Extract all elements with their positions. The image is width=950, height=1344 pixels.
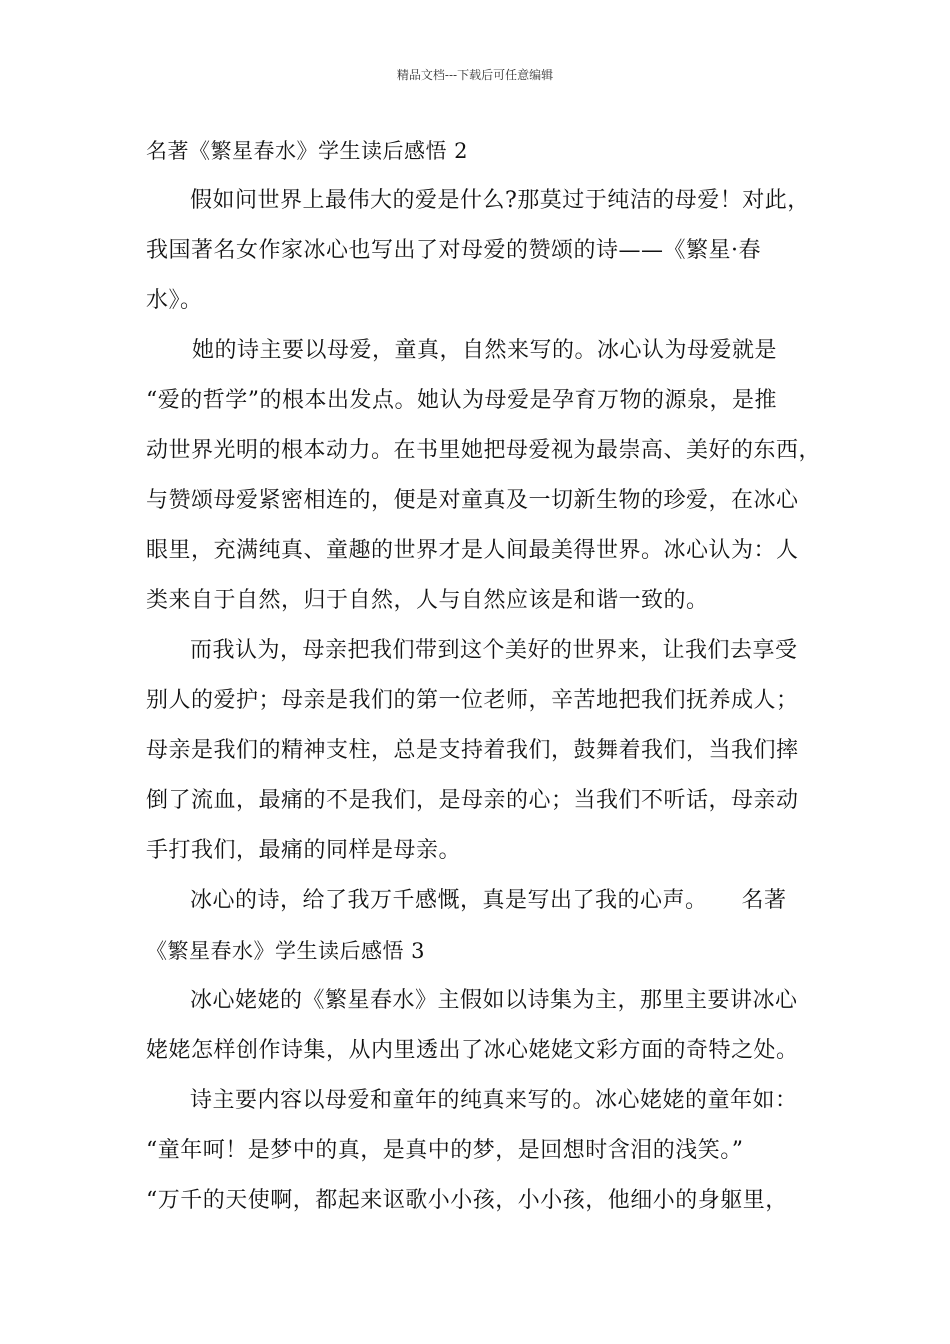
text-line: 动世界光明的根本动力。在书里她把母爱视为最崇高、美好的东西， — [146, 438, 822, 463]
text-line: 姥姥怎样创作诗集，从内里透出了冰心姥姥文彩方面的奇特之处。 — [146, 1038, 799, 1063]
text-line: 类来自于自然，归于自然，人与自然应该是和谐一致的。 — [146, 588, 709, 613]
text-line: 冰心姥姥的《繁星春水》主假如以诗集为主，那里主要讲冰心 — [190, 988, 798, 1013]
text-line: 我国著名女作家冰心也写出了对母爱的赞颂的诗——《繁星·春 — [146, 238, 761, 263]
text-line: 母亲是我们的精神支柱，总是支持着我们，鼓舞着我们，当我们摔 — [146, 738, 799, 763]
text-line: “爱的哲学”的根本出发点。她认为母爱是孕育万物的源泉，是推 — [146, 388, 777, 413]
text-line: 别人的爱护；母亲是我们的第一位老师，辛苦地把我们抚养成人； — [146, 688, 799, 713]
text-line: “童年呵！是梦中的真，是真中的梦，是回想时含泪的浅笑。” — [146, 1138, 744, 1163]
text-line: 诗主要内容以母爱和童年的纯真来写的。冰心姥姥的童年如： — [190, 1088, 798, 1113]
section-title: 名著《繁星春水》学生读后感悟 2 — [146, 139, 469, 163]
text-line: 水》。 — [146, 288, 203, 313]
text-line: 假如问世界上最伟大的爱是什么?那莫过于纯洁的母爱！对此， — [190, 188, 810, 213]
text-line: 与赞颂母爱紧密相连的，便是对童真及一切新生物的珍爱，在冰心 — [146, 488, 799, 513]
text-line: 冰心的诗，给了我万千感慨，真是写出了我的心声。 名著 — [190, 888, 787, 913]
text-line: “万千的天使啊，都起来讴歌小小孩，小小孩，他细小的身躯里， — [146, 1188, 788, 1213]
section-title: 《繁星春水》学生读后感悟 3 — [146, 939, 426, 963]
text-line: 眼里，充满纯真、童趣的世界才是人间最美得世界。冰心认为：人 — [146, 538, 799, 563]
page-header: 精品文档---下载后可任意编辑 — [396, 68, 554, 82]
text-line: 而我认为，母亲把我们带到这个美好的世界来，让我们去享受 — [190, 638, 798, 663]
text-line: 倒了流血，最痛的不是我们，是母亲的心；当我们不听话，母亲动 — [146, 788, 799, 813]
text-line: 手打我们，最痛的同样是母亲。 — [146, 838, 462, 863]
text-line: 她的诗主要以母爱，童真，自然来写的。冰心认为母爱就是 — [192, 338, 778, 363]
